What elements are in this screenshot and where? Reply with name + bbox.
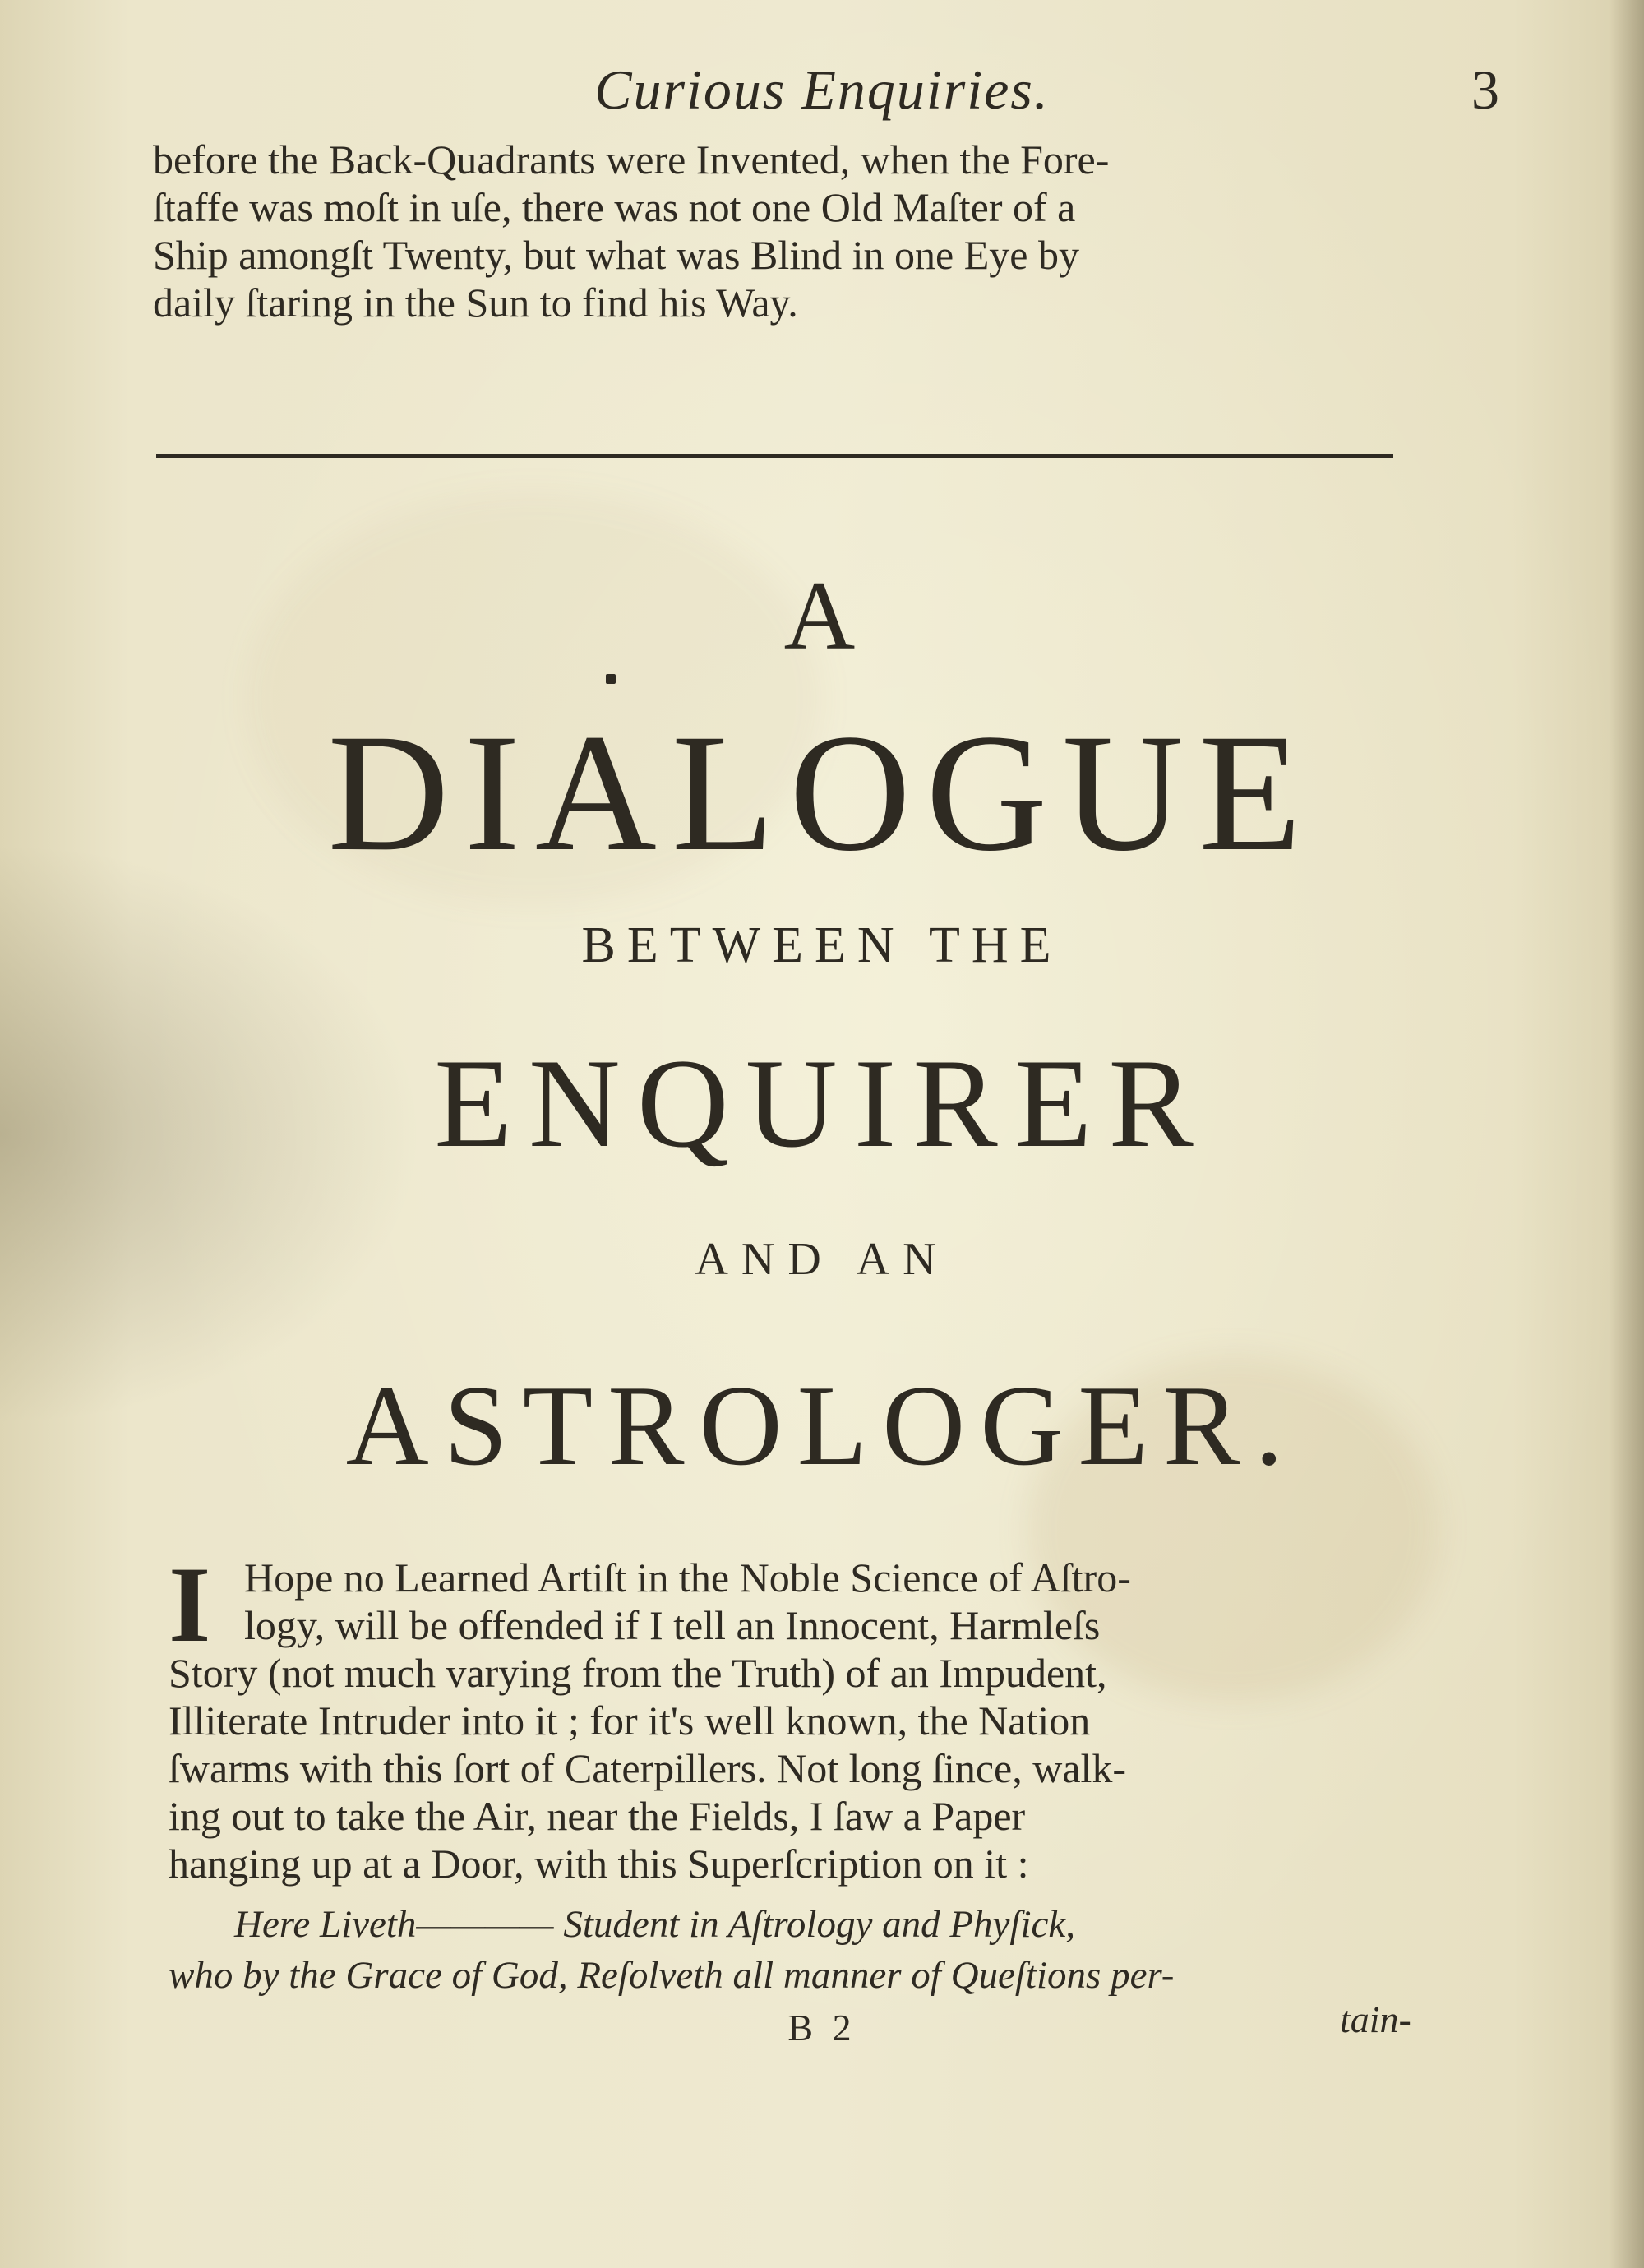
drop-cap: I	[169, 1544, 211, 1665]
paragraph-line: ſwarms with this ſort of Caterpillers. Not long ſince, walk-	[169, 1745, 1127, 1791]
paragraph-line: Hope no Learned Artiſt in the Noble Science of Aſtro-	[244, 1554, 1131, 1601]
continued-paragraph	[153, 136, 1402, 326]
title-and-an: AND AN	[695, 1234, 949, 1285]
paragraph-line: Illiterate Intruder into it ; for it's well known, the Nation	[169, 1698, 1091, 1744]
quote-line: Here Liveth———— Student in Aſtrology and Phyſick,	[234, 1903, 1075, 1946]
signature-mark: B 2	[787, 2007, 857, 2049]
paragraph-line: logy, will be offended if I tell an Innocent, Harmleſs	[244, 1602, 1101, 1648]
paragraph-line: ſtaffe was moſt in uſe, there was not one Old Maſter of a	[153, 184, 1076, 230]
catchword: tain-	[1340, 1998, 1411, 2040]
paragraph-line: hanging up at a Door, with this Superſcription on it :	[169, 1841, 1029, 1887]
opening-paragraph	[169, 1544, 1414, 1887]
title-a: A	[783, 561, 861, 670]
paragraph-line: ing out to take the Air, near the Fields, I ſaw a Paper	[169, 1793, 1026, 1839]
paragraph-line: daily ſtaring in the Sun to find his Way.	[153, 279, 798, 326]
page-number: 3	[1471, 58, 1499, 121]
title-dialogue: DIALOGUE	[327, 700, 1317, 886]
quoted-superscription	[169, 1899, 1414, 2001]
section-divider-rule	[156, 454, 1393, 458]
title-between-the: BETWEEN THE	[581, 917, 1063, 973]
title-astrologer: ASTROLOGER.	[345, 1362, 1299, 1490]
ink-dot	[606, 674, 616, 684]
paragraph-line: Story (not much varying from the Truth) of an Impudent,	[169, 1650, 1107, 1696]
paragraph-line: before the Back-Quadrants were Invented, when the Fore-	[153, 136, 1110, 182]
paragraph-line: Ship amongſt Twenty, but what was Blind in one Eye by	[153, 232, 1079, 278]
title-enquirer: ENQUIRER	[434, 1032, 1210, 1174]
running-head: Curious Enquiries.	[594, 58, 1050, 121]
quote-line: who by the Grace of God, Reſolveth all manner of Queſtions per-	[169, 1954, 1175, 1997]
